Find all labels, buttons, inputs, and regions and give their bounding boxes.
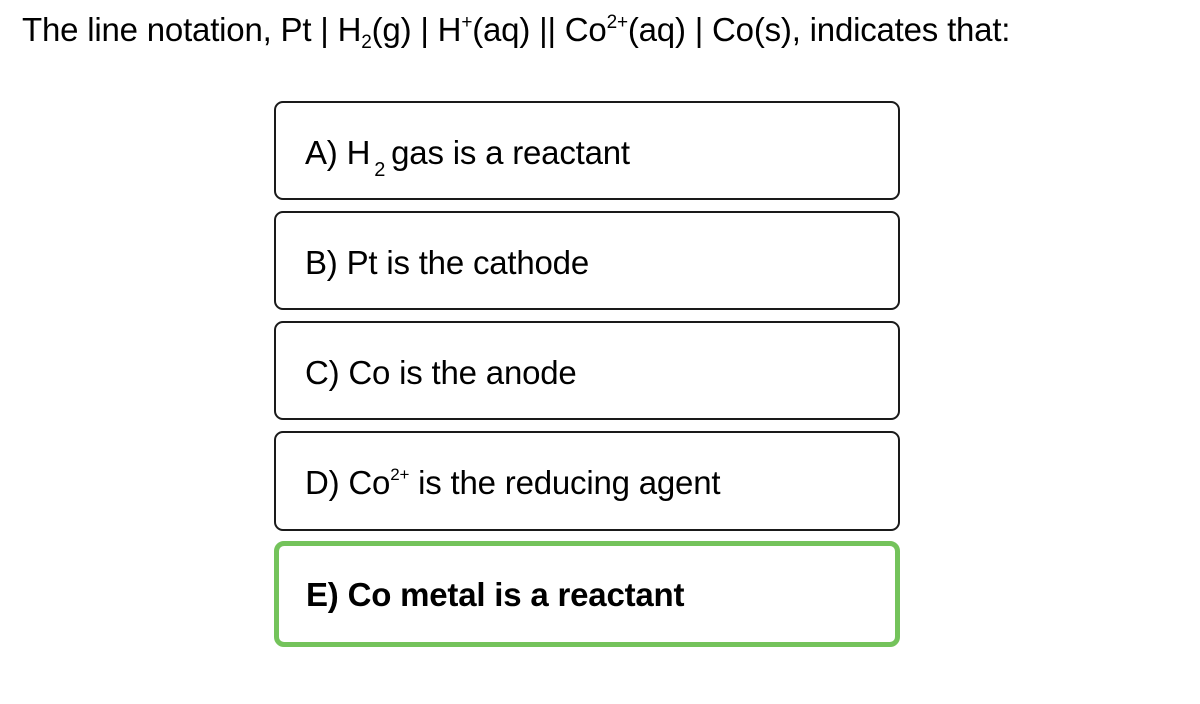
question-text <box>22 8 1010 52</box>
answer-option-c[interactable] <box>274 321 900 420</box>
answer-option-b-label: B) Pt is the cathode <box>305 244 589 281</box>
answer-option-e-correct[interactable] <box>274 541 900 647</box>
option-subscript: 2 <box>374 159 386 181</box>
question-part: (aq) || Co <box>472 11 607 48</box>
question-superscript: + <box>461 12 473 33</box>
answer-option-a-label <box>305 133 630 181</box>
question-part: (aq) | Co(s), indicates that: <box>627 11 1011 48</box>
answer-option-d-label <box>305 463 720 503</box>
option-text: A) H <box>305 134 371 171</box>
question-part: (g) | H <box>371 11 462 48</box>
option-text: D) Co <box>305 464 391 501</box>
question-subscript: 2 <box>361 32 372 53</box>
option-text: is the reducing agent <box>409 464 721 501</box>
answer-option-e-label: E) Co metal is a reactant <box>306 576 685 613</box>
answer-option-c-label: C) Co is the anode <box>305 354 577 391</box>
question-part: The line notation, Pt | H <box>22 11 362 48</box>
answer-option-a[interactable] <box>274 101 900 200</box>
answer-option-d[interactable] <box>274 431 900 531</box>
option-text: gas is a reactant <box>391 134 630 171</box>
option-superscript: 2+ <box>390 465 410 484</box>
answer-option-b[interactable] <box>274 211 900 310</box>
question-superscript: 2+ <box>606 12 628 33</box>
